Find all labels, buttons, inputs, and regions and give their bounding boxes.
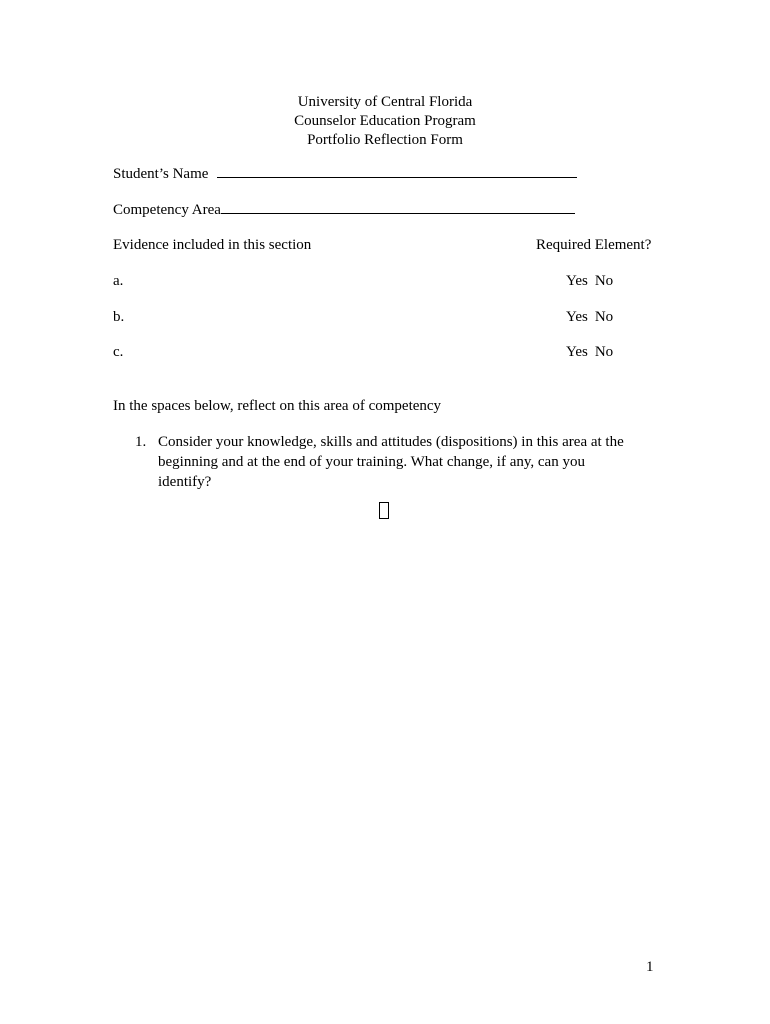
evidence-item-b-required bbox=[566, 309, 613, 326]
program-name: Counselor Education Program bbox=[294, 113, 476, 129]
question-number: 1. bbox=[135, 434, 147, 450]
student-name-field[interactable] bbox=[217, 165, 577, 178]
form-title: Portfolio Reflection Form bbox=[307, 132, 463, 148]
missing-glyph-box-icon bbox=[379, 502, 389, 519]
reflection-intro: In the spaces below, reflect on this area of competency bbox=[113, 398, 442, 414]
evidence-item-c-label: c. bbox=[113, 344, 124, 360]
competency-area-row bbox=[113, 201, 575, 219]
evidence-item-b-label: b. bbox=[113, 309, 125, 325]
no-option[interactable]: No bbox=[594, 273, 614, 289]
evidence-heading: Evidence included in this section bbox=[113, 237, 312, 253]
competency-area-field[interactable] bbox=[221, 201, 575, 214]
no-option[interactable]: No bbox=[594, 309, 614, 325]
yes-option[interactable]: Yes bbox=[566, 273, 588, 289]
yes-option[interactable]: Yes bbox=[566, 309, 588, 325]
university-name: University of Central Florida bbox=[297, 94, 473, 110]
page-number: 1 bbox=[646, 959, 654, 975]
question-text: Consider your knowledge, skills and attitudes (dispositions) in this area at the beginning and at the end of your training. What change, if any, can you identify? bbox=[158, 434, 624, 490]
reflection-question bbox=[135, 432, 655, 492]
yes-option[interactable]: Yes bbox=[566, 344, 588, 360]
required-element-heading: Required Element? bbox=[536, 237, 652, 253]
evidence-item-a-required bbox=[566, 273, 613, 290]
evidence-item-a-label: a. bbox=[113, 273, 124, 289]
form-header bbox=[0, 93, 770, 150]
evidence-item-c-required bbox=[566, 344, 613, 361]
no-option[interactable]: No bbox=[594, 344, 614, 360]
student-name-label: Student’s Name bbox=[113, 166, 209, 182]
student-name-row bbox=[113, 165, 577, 183]
competency-area-label: Competency Area bbox=[113, 202, 221, 218]
